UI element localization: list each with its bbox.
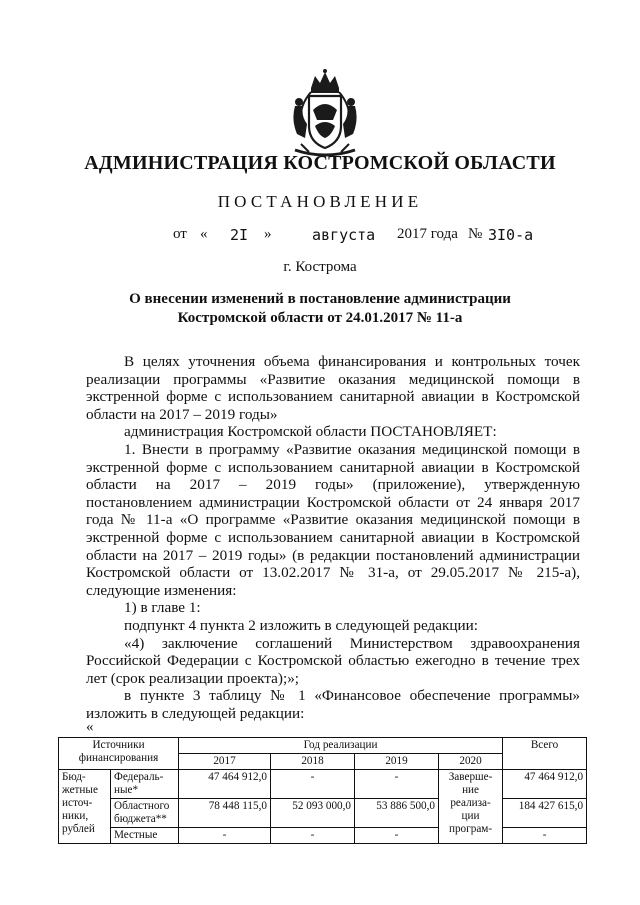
year-2018: 2018 [271,754,355,770]
row-name: Местные [111,828,179,844]
paragraph-table-intro: в пункте 3 таблицу № 1 «Финансовое обеспечение программы» изложить в следующей редакции: [86,687,580,722]
cell-2019: 53 886 500,0 [355,799,439,828]
document-title [0,290,640,328]
cell-2019: - [355,828,439,844]
paragraph-item-1: 1. Внести в программу «Развитие оказания медицинской помощи в экстренной форме с использованием санитарной авиации в Костромской области на 2017 – 2019 годы» (приложение), утвержденную постановлением администрации Костромской области от 24 января 2017 года № 11-а «О программе «Развитие оказания медицинской помощи в экстренной форме с использованием санитарной авиации в Костромской области на 2017 – 2019 годы» (в редакции постановлений администрации Костромской области от 13.02.2017 № 31-а, от 29.05.2017 № 215-а), следующие изменения: [86,440,580,599]
table-row [59,828,587,844]
cell-total: - [503,828,587,844]
row-name: Федераль-ные* [111,770,179,799]
city: г. Кострома [283,259,357,275]
paragraph-subitem-4: подпункт 4 пункта 2 изложить в следующей редакции: [124,616,478,634]
paragraph-resolves: администрация Костромской области ПОСТАНОВЛЯЕТ: [124,423,497,441]
date-year: 2017 года [397,226,458,242]
cell-2020: Заверше-ние реализа-ции програм- [439,770,503,844]
document-body [86,353,580,722]
cell-2017: - [179,828,271,844]
header-year: Год реализации [179,738,503,754]
cell-2018: - [271,828,355,844]
year-2019: 2019 [355,754,439,770]
paragraph-chapter-1: 1) в главе 1: [124,599,201,617]
paragraph-preamble: В целях уточнения объема финансирования и контрольных точек реализации программы «Развитие оказания медицинской помощи в экстренной форме с использованием санитарной авиации в Костромской области на 2017 – 2019 годы» [86,353,580,423]
title-line-1: О внесении изменений в постановление администрации [129,291,511,307]
document-number: 3I0-а [488,226,534,244]
row-name: Областного бюджета** [111,799,179,828]
cell-2018: - [271,770,355,799]
table-row [59,799,587,828]
table-header-row [59,738,587,754]
header-sources: Источники финансирования [59,738,179,770]
date-close-quote: » [264,226,272,242]
financing-table [58,737,587,844]
document-type: ПОСТАНОВЛЕНИЕ [217,192,423,211]
group-label: Бюд-жетные источ-ники, рублей [59,770,111,844]
table-row [59,770,587,799]
date-month: августа [312,226,376,244]
year-2020: 2020 [439,754,503,770]
coat-of-arms-icon [287,68,363,164]
cell-2018: 52 093 000,0 [271,799,355,828]
cell-2019: - [355,770,439,799]
organization-heading: АДМИНИСТРАЦИЯ КОСТРОМСКОЙ ОБЛАСТИ [84,152,556,174]
number-sign: № [468,226,483,242]
cell-total: 47 464 912,0 [503,770,587,799]
opening-quote-mark: « [86,719,94,735]
date-day: 2I [230,226,249,244]
date-open-quote: « [200,226,208,242]
cell-2017: 78 448 115,0 [179,799,271,828]
title-line-2: Костромской области от 24.01.2017 № 11-а [177,310,463,326]
paragraph-quoted-text: «4) заключение соглашений Министерством здравоохранения Российской Федерации с Костромской областью ежегодно в течение трех лет (срок реализации проекта);»; [86,634,580,687]
date-prefix: от [173,226,187,242]
header-total: Всего [503,738,587,770]
cell-2017: 47 464 912,0 [179,770,271,799]
year-2017: 2017 [179,754,271,770]
cell-total: 184 427 615,0 [503,799,587,828]
